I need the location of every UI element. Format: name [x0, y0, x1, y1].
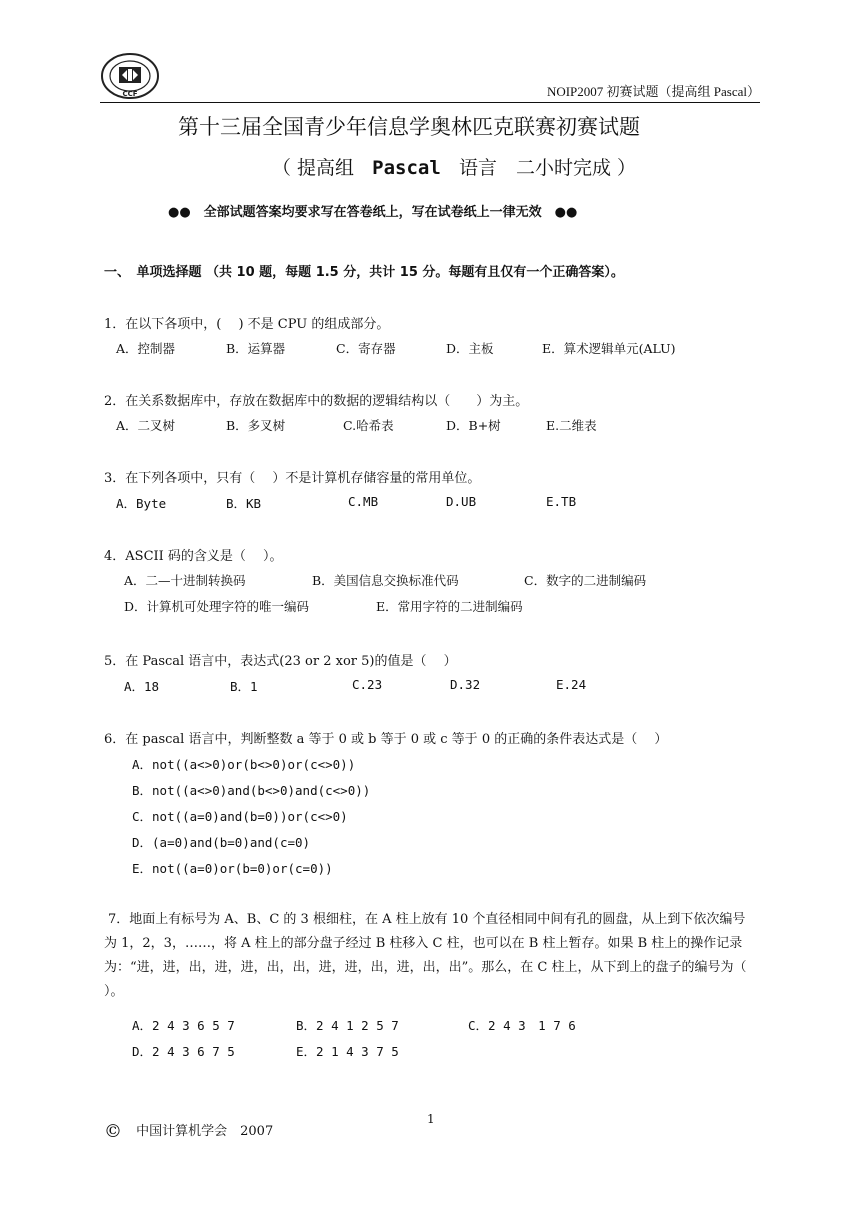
- subtitle-duration: 语言 二小时完成 ）: [458, 157, 636, 179]
- question-2-stem: 2．在关系数据库中，存放在数据库中的数据的逻辑结构以（ ）为主。: [104, 394, 529, 409]
- q1-option-e: E．算术逻辑单元(ALU): [542, 341, 676, 356]
- svg-text:CCF: CCF: [122, 90, 138, 98]
- ccf-logo: [100, 52, 160, 100]
- q2-option-e: E.二维表: [546, 418, 597, 433]
- question-5-stem: 5．在 Pascal 语言中，表达式(23 or 2 xor 5)的值是（ ）: [104, 654, 457, 669]
- question-3-stem: 3．在下列各项中，只有（ ）不是计算机存储容量的常用单位。: [104, 471, 481, 486]
- q5-option-e: E.24: [556, 677, 587, 692]
- question-1-stem: 1．在以下各项中，( ) 不是 CPU 的组成部分。: [104, 317, 390, 332]
- q7-option-a: A．2 4 3 6 5 7: [132, 1018, 235, 1033]
- q1-option-a: A．控制器: [116, 341, 176, 356]
- q4-option-b: B．美国信息交换标准代码: [312, 573, 459, 588]
- q3-option-b: B．KB: [226, 496, 262, 511]
- footer: [104, 1120, 273, 1142]
- subtitle-group: （ 提高组: [272, 157, 355, 179]
- exam-title: 第十三届全国青少年信息学奥林匹克联赛初赛试题: [178, 115, 640, 139]
- footer-text: 中国计算机学会 2007: [136, 1124, 274, 1139]
- question-6-stem: 6．在 pascal 语言中，判断整数 a 等于 0 或 b 等于 0 或 c 等于 0 的正确的条件表达式是（ ）: [104, 732, 668, 747]
- q5-option-c: C.23: [352, 677, 383, 692]
- q7-option-b: B．2 4 1 2 5 7: [296, 1018, 399, 1033]
- q7-option-c: C．2 4 3 1 7 6: [468, 1018, 576, 1033]
- question-7-stem: 7．地面上有标号为 A、B、C 的 3 根细柱，在 A 柱上放有 10 个直径相同中间有孔的圆盘，从上到下依次编号为 1，2，3，……，将 A 柱上的部分盘子经过 B 柱移入 C 柱，也可以在 B 柱上暂存。如果 B 柱上的操作记录为：“进，进，出，进，进，出，出，进，进，出，进，出，出”。那么，在 C 柱上，从下到上的盘子的编号为（ ）。: [104, 912, 764, 999]
- exam-subtitle: [272, 153, 636, 180]
- page-number: 1: [427, 1112, 435, 1126]
- q3-option-d: D.UB: [446, 494, 477, 509]
- header-rule: [100, 102, 760, 103]
- q5-option-b: B．1: [230, 679, 258, 694]
- q1-option-d: D．主板: [446, 341, 494, 356]
- q6-option-d: D．(a=0)and(b=0)and(c=0): [132, 835, 311, 850]
- q4-option-e: E．常用字符的二进制编码: [376, 599, 523, 614]
- q6-option-a: A．not((a<>0)or(b<>0)or(c<>0)): [132, 757, 356, 772]
- q2-option-a: A．二叉树: [116, 418, 176, 433]
- subtitle-language: Pascal: [372, 157, 441, 179]
- question-4-stem: 4．ASCII 码的含义是（ ）。: [104, 549, 283, 564]
- q1-option-b: B．运算器: [226, 341, 286, 356]
- answer-notice: ●● 全部试题答案均要求写在答卷纸上，写在试卷纸上一律无效 ●●: [168, 205, 578, 220]
- q2-option-d: D．B+树: [446, 418, 501, 433]
- q3-option-a: A．Byte: [116, 496, 167, 511]
- q4-option-a: A．二—十进制转换码: [124, 573, 246, 588]
- q7-option-e: E．2 1 4 3 7 5: [296, 1044, 399, 1059]
- q3-option-c: C.MB: [348, 494, 379, 509]
- q4-option-d: D．计算机可处理字符的唯一编码: [124, 599, 310, 614]
- q5-option-d: D.32: [450, 677, 481, 692]
- copyright-symbol: ©: [104, 1121, 122, 1142]
- q6-option-c: C．not((a=0)and(b=0))or(c<>0): [132, 809, 348, 824]
- q7-option-d: D．2 4 3 6 7 5: [132, 1044, 235, 1059]
- q3-option-e: E.TB: [546, 494, 577, 509]
- q6-option-e: E．not((a=0)or(b=0)or(c=0)): [132, 861, 333, 876]
- q5-option-a: A．18: [124, 679, 160, 694]
- section-heading: 一、 单项选择题 （共 10 题，每题 1.5 分，共计 15 分。每题有且仅有一个正确答案）。: [104, 265, 624, 280]
- running-header: NOIP2007 初赛试题（提高组 Pascal）: [546, 84, 760, 99]
- q4-option-c: C．数字的二进制编码: [524, 573, 647, 588]
- q6-option-b: B．not((a<>0)and(b<>0)and(c<>0)): [132, 783, 371, 798]
- q2-option-b: B．多叉树: [226, 418, 286, 433]
- q1-option-c: C．寄存器: [336, 341, 396, 356]
- q2-option-c: C.哈希表: [343, 418, 394, 433]
